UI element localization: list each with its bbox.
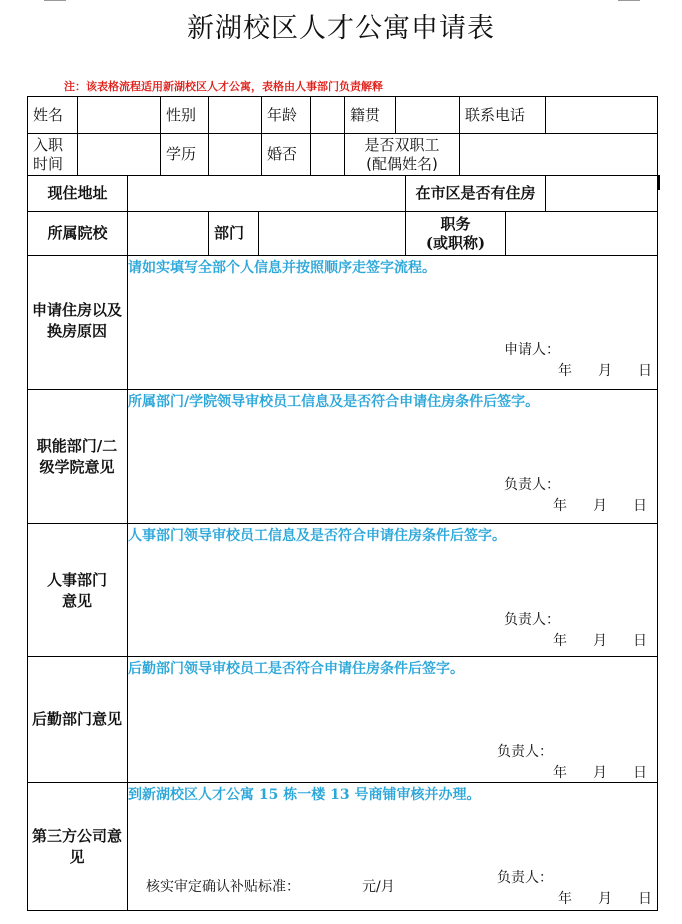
age-field[interactable]	[311, 97, 344, 133]
gender-label: 性别	[166, 105, 197, 124]
dual-employee-field[interactable]	[460, 134, 657, 175]
date-day-label: 日	[633, 765, 647, 781]
form-note: 注：该表格流程适用新湖校区人才公寓，表格由人事部门负责解释	[64, 80, 383, 93]
post-label-line1: 职务	[440, 214, 471, 233]
age-label: 年龄	[267, 105, 298, 124]
post-label	[406, 212, 505, 255]
entry-date-label-line2: 时间	[33, 154, 64, 173]
date-day-label: 日	[638, 891, 652, 907]
section-hr-instruction: 人事部门领导审校员工信息及是否符合申请住房条件后签字。	[128, 528, 506, 544]
education-field[interactable]	[209, 134, 261, 175]
top-edge-mark-left	[44, 0, 66, 1]
section-label-line2: 换房原因	[46, 322, 107, 340]
date-month-label: 月	[593, 765, 607, 781]
section-label-line2: 意见	[61, 592, 92, 610]
dual-employee-label-line2: (配偶姓名)	[366, 154, 438, 173]
college-field[interactable]	[128, 212, 208, 255]
section-hr-field[interactable]	[128, 548, 657, 608]
section-application-reason-field[interactable]	[128, 280, 657, 340]
name-field[interactable]	[78, 97, 160, 133]
section-label-line2: 见	[69, 848, 85, 866]
department-label: 部门	[214, 224, 245, 242]
education-label: 学历	[166, 145, 197, 163]
post-label-line2: (或职称)	[425, 233, 486, 252]
dual-employee-label	[345, 134, 459, 175]
dept-signer-label: 负责人：	[504, 477, 560, 493]
phone-label: 联系电话	[465, 105, 526, 124]
section-label-line1: 第三方公司意	[31, 827, 122, 845]
third-party-signer-label: 负责人：	[497, 870, 553, 886]
marital-label: 婚否	[267, 145, 298, 163]
date-month-label: 月	[593, 498, 607, 514]
section-functional-dept-label	[27, 436, 127, 478]
native-place-label: 籍贯	[350, 105, 381, 124]
section-label-line1: 后勤部门意见	[31, 710, 122, 728]
section-application-reason-label	[27, 300, 127, 342]
post-field[interactable]	[506, 212, 657, 255]
logistics-signer-label: 负责人：	[497, 744, 553, 760]
date-month-label: 月	[598, 363, 612, 379]
section-logistics-label	[27, 709, 127, 730]
section-label-line1: 职能部门/二	[36, 437, 118, 455]
section-label-line1: 人事部门	[46, 571, 107, 589]
entry-date-label	[28, 134, 77, 175]
subsidy-standard-label: 核实审定确认补贴标准：	[146, 879, 300, 895]
section-logistics-field[interactable]	[128, 681, 657, 737]
subsidy-amount-field[interactable]	[300, 874, 358, 892]
section-third-party-label	[27, 826, 127, 868]
entry-date-label-line1: 入职	[33, 135, 64, 154]
date-month-label: 月	[598, 891, 612, 907]
department-field[interactable]	[259, 212, 405, 255]
native-place-field[interactable]	[396, 97, 459, 133]
dual-employee-label-line1: 是否双职工	[364, 135, 440, 154]
phone-field[interactable]	[546, 97, 657, 133]
gender-field[interactable]	[209, 97, 261, 133]
section-third-party-instruction: 到新湖校区人才公寓 15 栋一楼 13 号商铺审核并办理。	[128, 787, 481, 803]
subsidy-unit-label: 元/月	[362, 879, 395, 895]
section-label-line2: 级学院意见	[39, 458, 115, 476]
section-functional-dept-field[interactable]	[128, 414, 657, 474]
section-third-party-field[interactable]	[128, 807, 657, 863]
address-label: 现住地址	[47, 184, 108, 202]
date-day-label: 日	[638, 363, 652, 379]
section-label-line1: 申请住房以及	[31, 301, 122, 319]
date-day-label: 日	[633, 498, 647, 514]
marital-field[interactable]	[311, 134, 344, 175]
section-logistics-instruction: 后勤部门领导审校员工是否符合申请住房条件后签字。	[128, 661, 464, 677]
has-house-label: 在市区是否有住房	[415, 184, 536, 202]
top-edge-mark-right	[618, 0, 640, 1]
date-year-label: 年	[553, 633, 567, 649]
date-month-label: 月	[593, 633, 607, 649]
section-application-reason-instruction: 请如实填写全部个人信息并按照顺序走签字流程。	[128, 260, 436, 276]
date-year-label: 年	[553, 498, 567, 514]
address-field[interactable]	[128, 176, 405, 211]
has-house-field[interactable]	[546, 176, 657, 211]
form-title: 新湖校区人才公寓申请表	[187, 13, 495, 44]
date-year-label: 年	[553, 765, 567, 781]
section-functional-dept-instruction: 所属部门/学院领导审校员工信息及是否符合申请住房条件后签字。	[128, 394, 540, 410]
hr-signer-label: 负责人：	[504, 612, 560, 628]
section-hr-label	[27, 570, 127, 612]
date-year-label: 年	[558, 891, 572, 907]
college-label: 所属院校	[47, 224, 108, 242]
date-day-label: 日	[633, 633, 647, 649]
name-label: 姓名	[33, 105, 64, 124]
entry-date-field[interactable]	[78, 134, 160, 175]
applicant-signature-label: 申请人：	[504, 342, 560, 358]
date-year-label: 年	[558, 363, 572, 379]
